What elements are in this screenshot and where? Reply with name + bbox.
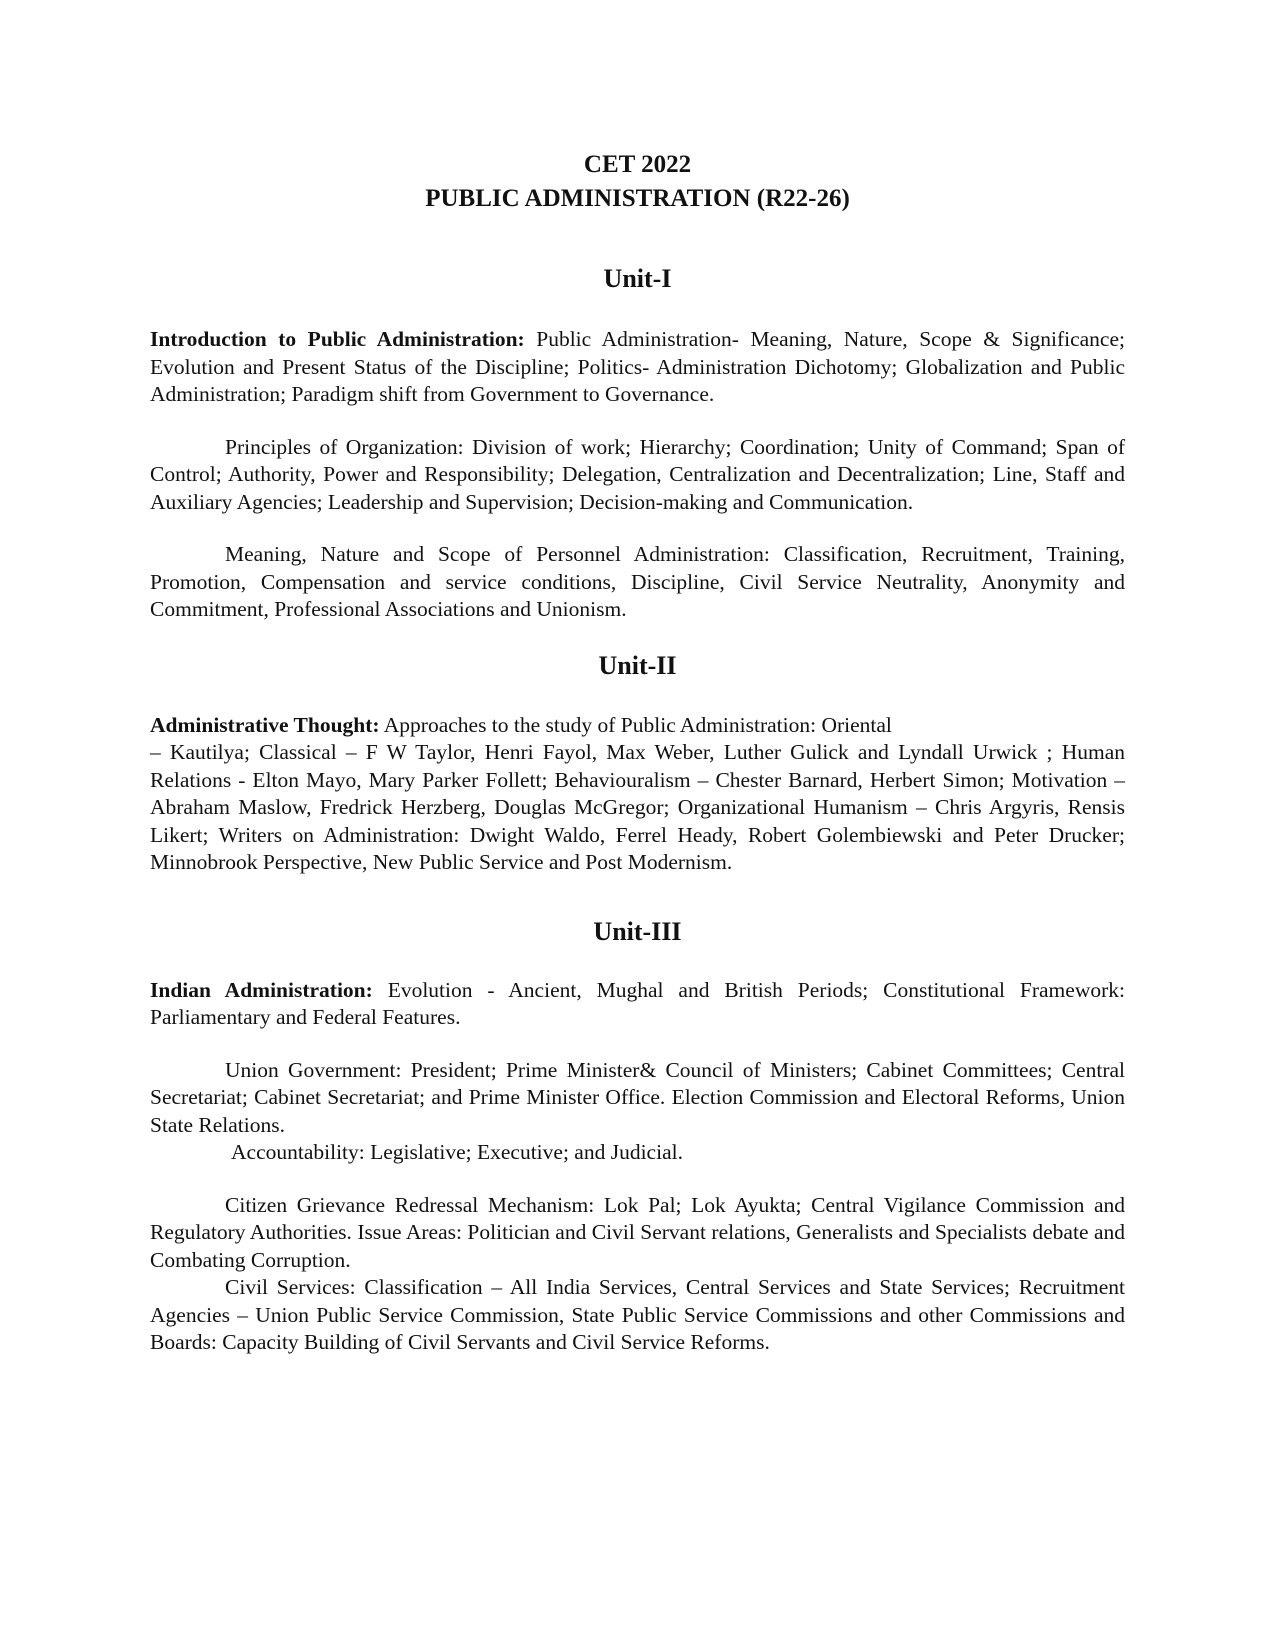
unit-2-first-line <box>150 712 1125 740</box>
subject-title: PUBLIC ADMINISTRATION (R22-26) <box>425 185 850 212</box>
exam-title: CET 2022 <box>583 151 692 178</box>
unit-2-section <box>150 651 1125 877</box>
document-header <box>150 148 1125 216</box>
unit-1-section <box>150 264 1125 624</box>
unit-2-thought-text: – Kautilya; Classical – F W Taylor, Henri Fayol, Max Weber, Luther Gulick and Lyndall Urwick ; Human Relations - Elton Mayo, Mary Parker Follett; Behaviouralism – Chester Barnard, Herbert Simon; Motivation – Abraham Maslow, Fredrick Herzberg, Douglas McGregor; Organizational Humanism – Chris Argyris, Rensis Likert; Writers on Administration: Dwight Waldo, Ferrel Heady, Robert Golembiewski and Peter Drucker; Minnobrook Perspective, New Public Service and Post Modernism. <box>150 740 1125 874</box>
unit-3-indian-admin-paragraph <box>150 977 1125 1032</box>
unit-3-grievance-paragraph: Citizen Grievance Redressal Mechanism: Lok Pal; Lok Ayukta; Central Vigilance Commission and Regulatory Authorities. Issue Areas: Politician and Civil Servant relations, Generalists and Specialists debate and Combating Corruption. <box>150 1192 1125 1272</box>
unit-2-thought-bold-lead: Administrative Thought: <box>150 712 380 737</box>
unit-3-indian-admin-bold-lead: Indian Administration: <box>150 977 373 1002</box>
unit-1-principles-paragraph: Principles of Organization: Division of work; Hierarchy; Coordination; Unity of Command; Span of Control; Authority, Power and Responsibility; Delegation, Centralization and Decentralization; Line, Staff and Auxiliary Agencies; Leadership and Supervision; Decision-making and Communication. <box>150 434 1125 514</box>
unit-3-union-government-paragraph: Union Government: President; Prime Minister& Council of Ministers; Cabinet Committees; Central Secretariat; Cabinet Secretariat; and Prime Minister Office. Election Commission and Electoral Reforms, Union State Relations. <box>150 1057 1125 1137</box>
unit-2-first-line-text: Approaches to the study of Public Administration: Oriental <box>379 712 892 737</box>
unit-1-heading: Unit-I <box>603 264 672 293</box>
unit-2-heading: Unit-II <box>598 650 677 680</box>
unit-3-accountability-paragraph: Accountability: Legislative; Executive; and Judicial. <box>231 1140 683 1164</box>
unit-3-indian-admin-text: Evolution - Ancient, Mughal and British Periods; Constitutional Framework: Parliamentary and Federal Features. <box>150 977 1125 1029</box>
document-page <box>150 148 1125 1357</box>
unit-3-civil-services-paragraph: Civil Services: Classification – All India Services, Central Services and State Services; Recruitment Agencies – Union Public Service Commission, State Public Service Commissions and other Commissions and Boards: Capacity Building of Civil Servants and Civil Service Reforms. <box>150 1275 1125 1354</box>
unit-2-thought-paragraph <box>150 712 1125 877</box>
unit-1-intro-bold-lead: Introduction to Public Administration: <box>150 327 525 351</box>
unit-3-section <box>150 917 1125 1357</box>
unit-3-heading: Unit-III <box>593 916 682 946</box>
unit-1-personnel-paragraph: Meaning, Nature and Scope of Personnel Administration: Classification, Recruitment, Training, Promotion, Compensation and service conditions, Discipline, Civil Service Neutrality, Anonymity and Commitment, Professional Associations and Unionism. <box>150 542 1125 621</box>
unit-1-intro-paragraph <box>150 326 1125 409</box>
unit-1-intro-text: Public Administration- Meaning, Nature, Scope & Significance; Evolution and Present Status of the Discipline; Politics- Administration Dichotomy; Globalization and Public Administration; Paradigm shift from Government to Governance. <box>150 327 1125 406</box>
